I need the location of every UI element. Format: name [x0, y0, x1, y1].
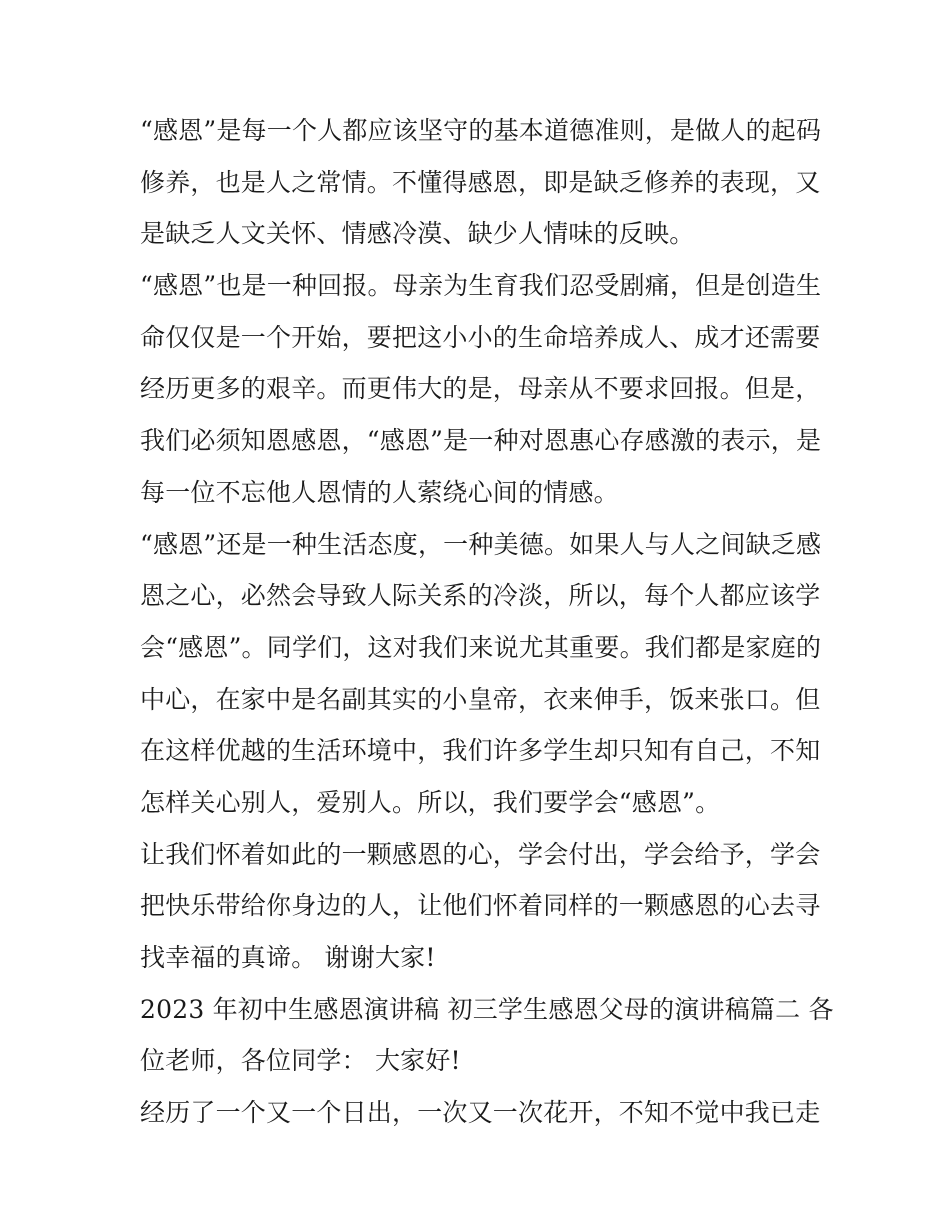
text-line: 会“感恩”。同学们，这对我们来说尤其重要。我们都是家庭的 [140, 632, 822, 662]
text-line: 2023 年初中生感恩演讲稿 初三学生感恩父母的演讲稿篇二 各 [140, 994, 834, 1024]
text-line: “感恩”也是一种回报。母亲为生育我们忍受剧痛，但是创造生 [140, 271, 822, 301]
text-line: 位老师，各位同学： 大家好! [140, 1046, 461, 1076]
text-line: 我们必须知恩感恩，“感恩”是一种对恩惠心存感激的表示，是 [140, 426, 822, 456]
text-line: 中心，在家中是名副其实的小皇帝，衣来伸手，饭来张口。但 [140, 684, 821, 714]
text-line: 恩之心，必然会导致人际关系的冷淡，所以，每个人都应该学 [140, 581, 821, 611]
text-line: “感恩”还是一种生活态度，一种美德。如果人与人之间缺乏感 [140, 529, 822, 559]
text-line: 怎样关心别人，爱别人。所以，我们要学会“感恩”。 [140, 787, 721, 817]
text-line: “感恩”是每一个人都应该坚守的基本道德准则，是做人的起码 [140, 116, 822, 145]
text-line: 让我们怀着如此的一颗感恩的心，学会付出，学会给予，学会 [140, 839, 821, 869]
text-line: 经历更多的艰辛。而更伟大的是，母亲从不要求回报。但是， [140, 374, 821, 404]
text-line: 是缺乏人文关怀、情感冷漠、缺少人情味的反映。 [140, 219, 695, 249]
text-line: 修养，也是人之常情。不懂得感恩，即是缺乏修养的表现，又 [140, 167, 821, 197]
text-line: 找幸福的真谛。 谢谢大家! [140, 943, 436, 972]
text-line: 在这样优越的生活环境中，我们许多学生却只知有自己，不知 [140, 736, 821, 766]
text-line: 经历了一个又一个日出，一次又一次花开，不知不觉中我已走 [140, 1098, 821, 1128]
text-line: 每一位不忘他人恩情的人萦绕心间的情感。 [140, 477, 619, 507]
text-line: 命仅仅是一个开始，要把这小小的生命培养成人、成才还需要 [140, 322, 821, 352]
text-line: 把快乐带给你身边的人，让他们怀着同样的一颗感恩的心去寻 [140, 891, 821, 921]
document-body [140, 105, 834, 1139]
